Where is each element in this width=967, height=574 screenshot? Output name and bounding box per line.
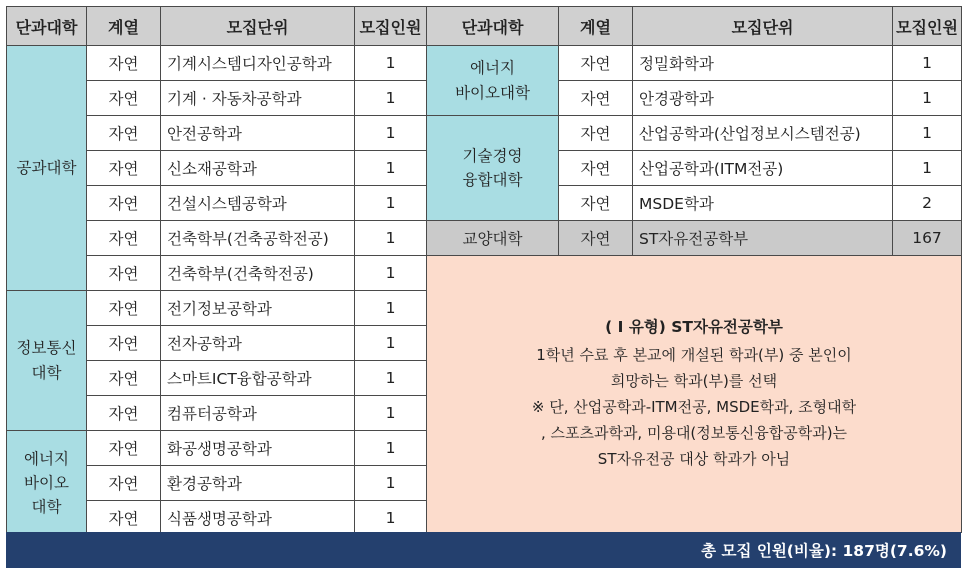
admissions-table-left	[6, 6, 427, 536]
unit-cell: 스마트ICT융합공학과	[161, 361, 355, 396]
count-cell: 1	[355, 221, 427, 256]
system-cell: 자연	[559, 81, 633, 116]
header-system: 계열	[87, 7, 161, 46]
note-line: 희망하는 학과(부)를 선택	[610, 372, 778, 390]
liberal-arts-row	[427, 221, 962, 256]
unit-cell: 건설시스템공학과	[161, 186, 355, 221]
header-count: 모집인원	[355, 7, 427, 46]
system-cell: 자연	[87, 46, 161, 81]
count-cell: 1	[355, 361, 427, 396]
system-cell: 자연	[559, 116, 633, 151]
count-cell: 1	[355, 116, 427, 151]
header-row	[427, 7, 962, 46]
system-cell: 자연	[87, 326, 161, 361]
table-row	[7, 291, 427, 326]
header-count: 모집인원	[893, 7, 962, 46]
system-cell: 자연	[87, 396, 161, 431]
system-cell: 자연	[87, 221, 161, 256]
total-recruitment-text: 총 모집 인원(비율): 187명(7.6%)	[701, 542, 947, 560]
count-cell: 1	[893, 151, 962, 186]
note-line: ST자유전공 대상 학과가 아님	[597, 450, 791, 468]
college-cell: 교양대학	[427, 221, 559, 256]
table-row	[7, 431, 427, 466]
table-row	[427, 46, 962, 81]
header-college: 단과대학	[7, 7, 87, 46]
system-cell: 자연	[87, 81, 161, 116]
total-recruitment-footer	[6, 532, 961, 568]
system-cell: 자연	[87, 466, 161, 501]
system-cell: 자연	[559, 46, 633, 81]
note-title: ( I 유형) ST자유전공학부	[605, 318, 783, 336]
count-cell: 1	[355, 396, 427, 431]
unit-cell: 화공생명공학과	[161, 431, 355, 466]
note-line: 1학년 수료 후 본교에 개설된 학과(부) 중 본인이	[536, 346, 852, 364]
count-cell: 1	[893, 81, 962, 116]
note-box	[427, 256, 962, 533]
college-cell: 에너지 바이오대학	[427, 46, 559, 116]
count-cell: 1	[355, 431, 427, 466]
unit-cell: 건축학부(건축공학전공)	[161, 221, 355, 256]
table-row	[427, 116, 962, 151]
count-cell: 1	[355, 81, 427, 116]
unit-cell: 신소재공학과	[161, 151, 355, 186]
college-cell: 기술경영 융합대학	[427, 116, 559, 221]
header-unit: 모집단위	[161, 7, 355, 46]
unit-cell: 기계 · 자동차공학과	[161, 81, 355, 116]
system-cell: 자연	[87, 116, 161, 151]
count-cell: 2	[893, 186, 962, 221]
system-cell: 자연	[87, 186, 161, 221]
header-unit: 모집단위	[633, 7, 893, 46]
unit-cell: ST자유전공학부	[633, 221, 893, 256]
header-college: 단과대학	[427, 7, 559, 46]
count-cell: 1	[893, 46, 962, 81]
system-cell: 자연	[559, 151, 633, 186]
system-cell: 자연	[87, 151, 161, 186]
unit-cell: MSDE학과	[633, 186, 893, 221]
note-line: ※ 단, 산업공학과-ITM전공, MSDE학과, 조형대학	[531, 398, 857, 416]
count-cell: 1	[355, 186, 427, 221]
unit-cell: 식품생명공학과	[161, 501, 355, 536]
unit-cell: 안경광학과	[633, 81, 893, 116]
count-cell: 1	[893, 116, 962, 151]
note-line: , 스포츠과학과, 미용대(정보통신융합공학과)는	[540, 424, 848, 442]
count-cell: 1	[355, 501, 427, 536]
unit-cell: 정밀화학과	[633, 46, 893, 81]
count-cell: 1	[355, 326, 427, 361]
unit-cell: 전자공학과	[161, 326, 355, 361]
unit-cell: 산업공학과(ITM전공)	[633, 151, 893, 186]
unit-cell: 안전공학과	[161, 116, 355, 151]
system-cell: 자연	[559, 186, 633, 221]
college-cell: 에너지 바이오 대학	[7, 431, 87, 536]
college-cell: 공과대학	[7, 46, 87, 291]
note-row	[427, 256, 962, 533]
unit-cell: 기계시스템디자인공학과	[161, 46, 355, 81]
system-cell: 자연	[87, 256, 161, 291]
unit-cell: 건축학부(건축학전공)	[161, 256, 355, 291]
unit-cell: 환경공학과	[161, 466, 355, 501]
count-cell: 1	[355, 291, 427, 326]
system-cell: 자연	[87, 501, 161, 536]
count-cell: 1	[355, 151, 427, 186]
system-cell: 자연	[87, 361, 161, 396]
count-cell: 1	[355, 46, 427, 81]
header-system: 계열	[559, 7, 633, 46]
unit-cell: 컴퓨터공학과	[161, 396, 355, 431]
system-cell: 자연	[559, 221, 633, 256]
system-cell: 자연	[87, 431, 161, 466]
college-cell: 정보통신 대학	[7, 291, 87, 431]
system-cell: 자연	[87, 291, 161, 326]
count-cell: 167	[893, 221, 962, 256]
header-row	[7, 7, 427, 46]
unit-cell: 전기정보공학과	[161, 291, 355, 326]
unit-cell: 산업공학과(산업정보시스템전공)	[633, 116, 893, 151]
count-cell: 1	[355, 466, 427, 501]
count-cell: 1	[355, 256, 427, 291]
admissions-table-right	[426, 6, 962, 533]
table-row	[7, 46, 427, 81]
